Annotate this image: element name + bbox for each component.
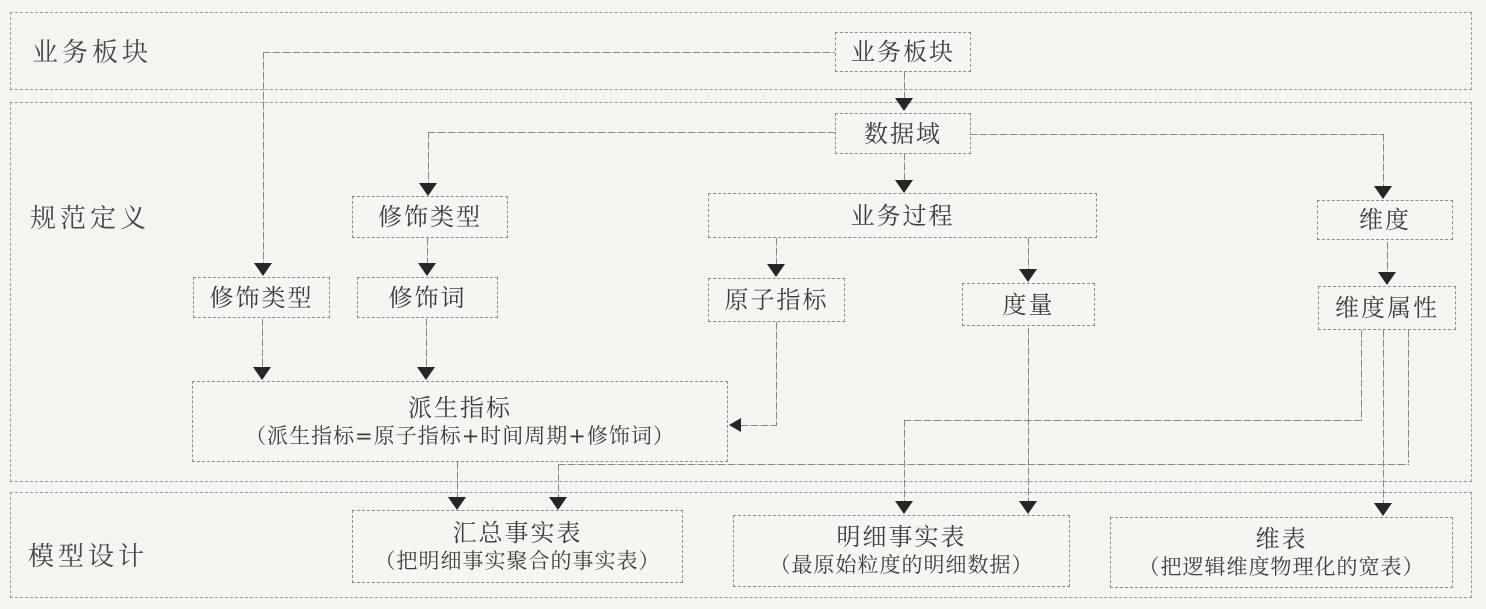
node-dimension-label: 维度: [1359, 206, 1411, 234]
edge-dimension-dimension-attribute-vseg: [1387, 242, 1388, 274]
arrowhead-into-detail-fact-table-right: [1019, 501, 1037, 514]
node-modifier-type-2: [193, 277, 330, 318]
arrowhead-into-business-process: [895, 180, 913, 193]
node-modifier-word-label: 修饰词: [388, 283, 467, 312]
node-detail-fact-table: [733, 515, 1070, 587]
edge-dimension-attribute-summary-fact-table-vseg1: [1408, 330, 1409, 463]
edge-dimension-attribute-summary-fact-table-vseg2: [558, 464, 559, 498]
node-detail-fact-table-label: 明细事实表: [836, 523, 967, 552]
edge-business-board-modifier-type-2-vseg: [263, 52, 264, 265]
node-business-board-label: 业务板块: [851, 38, 955, 66]
node-derived-indicator: [192, 381, 728, 462]
node-detail-fact-table-sublabel: （最原始粒度的明细数据）: [769, 553, 1034, 578]
edge-data-domain-dimension-vseg: [1383, 134, 1384, 188]
arrowhead-into-derived-indicator-right: [417, 367, 435, 380]
edge-data-domain-business-process-vseg: [904, 153, 905, 182]
edge-dimension-attribute-detail-fact-table-vseg2: [904, 420, 905, 503]
node-derived-indicator-label: 派生指标: [408, 393, 512, 422]
edge-business-process-atomic-indicator-vseg: [776, 238, 777, 266]
edge-business-board-modifier-type-2-hseg: [263, 52, 836, 53]
edge-atomic-indicator-derived-indicator-hseg: [741, 425, 777, 426]
node-dimension-table-label: 维表: [1255, 524, 1308, 553]
node-atomic-indicator: [708, 278, 845, 322]
edge-modifier-type-modifier-word-vseg: [427, 238, 428, 265]
edge-derived-indicator-summary-fact-table-vseg: [457, 462, 458, 498]
node-summary-fact-table-sublabel: （把明细事实聚合的事实表）: [374, 548, 661, 573]
node-modifier-type-2-label: 修饰类型: [209, 283, 314, 312]
node-dimension-table: [1110, 517, 1453, 588]
node-measure: [962, 283, 1095, 326]
arrowhead-into-summary-fact-table-left: [448, 497, 466, 510]
node-business-process-label: 业务过程: [850, 201, 955, 230]
node-business-process: [708, 193, 1097, 238]
node-atomic-indicator-label: 原子指标: [724, 286, 829, 314]
node-modifier-type-label: 修饰类型: [378, 203, 482, 231]
edge-modifier-type-2-derived-indicator-vseg: [262, 319, 263, 369]
node-dimension-attribute: [1318, 286, 1456, 330]
edge-business-board-data-domain-vseg: [904, 72, 905, 100]
node-modifier-word: [357, 277, 498, 318]
node-measure-label: 度量: [1002, 290, 1055, 319]
arrowhead-into-modifier-word: [418, 263, 436, 276]
arrowhead-into-dimension-attribute: [1378, 272, 1396, 285]
node-data-domain: [835, 113, 971, 154]
node-derived-indicator-sublabel: （派生指标=原子指标+时间周期+修饰词）: [245, 423, 675, 448]
edge-dimension-attribute-detail-fact-table-hseg: [904, 420, 1362, 421]
band-label-spec-definition: 规范定义: [30, 204, 151, 234]
arrowhead-into-measure: [1019, 269, 1037, 282]
edge-dimension-attribute-summary-fact-table-hseg: [558, 464, 1409, 465]
band-label-business-board: 业务板块: [32, 38, 153, 68]
edge-dimension-attribute-dimension-table-vseg: [1383, 330, 1384, 504]
arrowhead-into-dimension: [1374, 186, 1392, 199]
node-modifier-type: [352, 196, 508, 238]
node-summary-fact-table-label: 汇总事实表: [452, 518, 583, 547]
edge-atomic-indicator-derived-indicator-vseg: [776, 322, 777, 426]
arrowhead-into-modifier-type: [419, 183, 437, 196]
node-business-board: [835, 32, 971, 72]
edge-business-process-measure-vseg: [1028, 238, 1029, 271]
node-summary-fact-table: [352, 510, 683, 583]
edge-dimension-attribute-detail-fact-table-vseg1: [1361, 330, 1362, 421]
edge-data-domain-dimension-hseg: [970, 134, 1384, 135]
edge-measure-detail-fact-table-vseg: [1028, 328, 1029, 503]
arrowhead-into-modifier-type-2: [254, 263, 272, 276]
arrowhead-into-detail-fact-table-left: [895, 501, 913, 514]
node-dimension-table-sublabel: （把逻辑维度物理化的宽表）: [1138, 554, 1425, 579]
edge-data-domain-modifier-type-hseg: [428, 132, 836, 133]
edge-data-domain-modifier-type-vseg: [428, 132, 429, 185]
band-label-model-design: 模型设计: [28, 542, 149, 572]
node-dimension-attribute-label: 维度属性: [1335, 294, 1439, 322]
arrowhead-into-derived-indicator-left: [253, 367, 271, 380]
node-dimension: [1317, 200, 1453, 240]
arrowhead-into-dimension-table: [1374, 503, 1392, 516]
band-business-board: [10, 12, 1472, 90]
arrowhead-into-data-domain: [895, 98, 913, 111]
edge-modifier-word-derived-indicator-vseg: [426, 319, 427, 369]
arrowhead-into-atomic-indicator: [767, 264, 785, 277]
arrowhead-into-derived-indicator-side: [729, 418, 741, 432]
node-data-domain-label: 数据域: [864, 119, 942, 148]
arrowhead-into-summary-fact-table-right: [549, 497, 567, 510]
